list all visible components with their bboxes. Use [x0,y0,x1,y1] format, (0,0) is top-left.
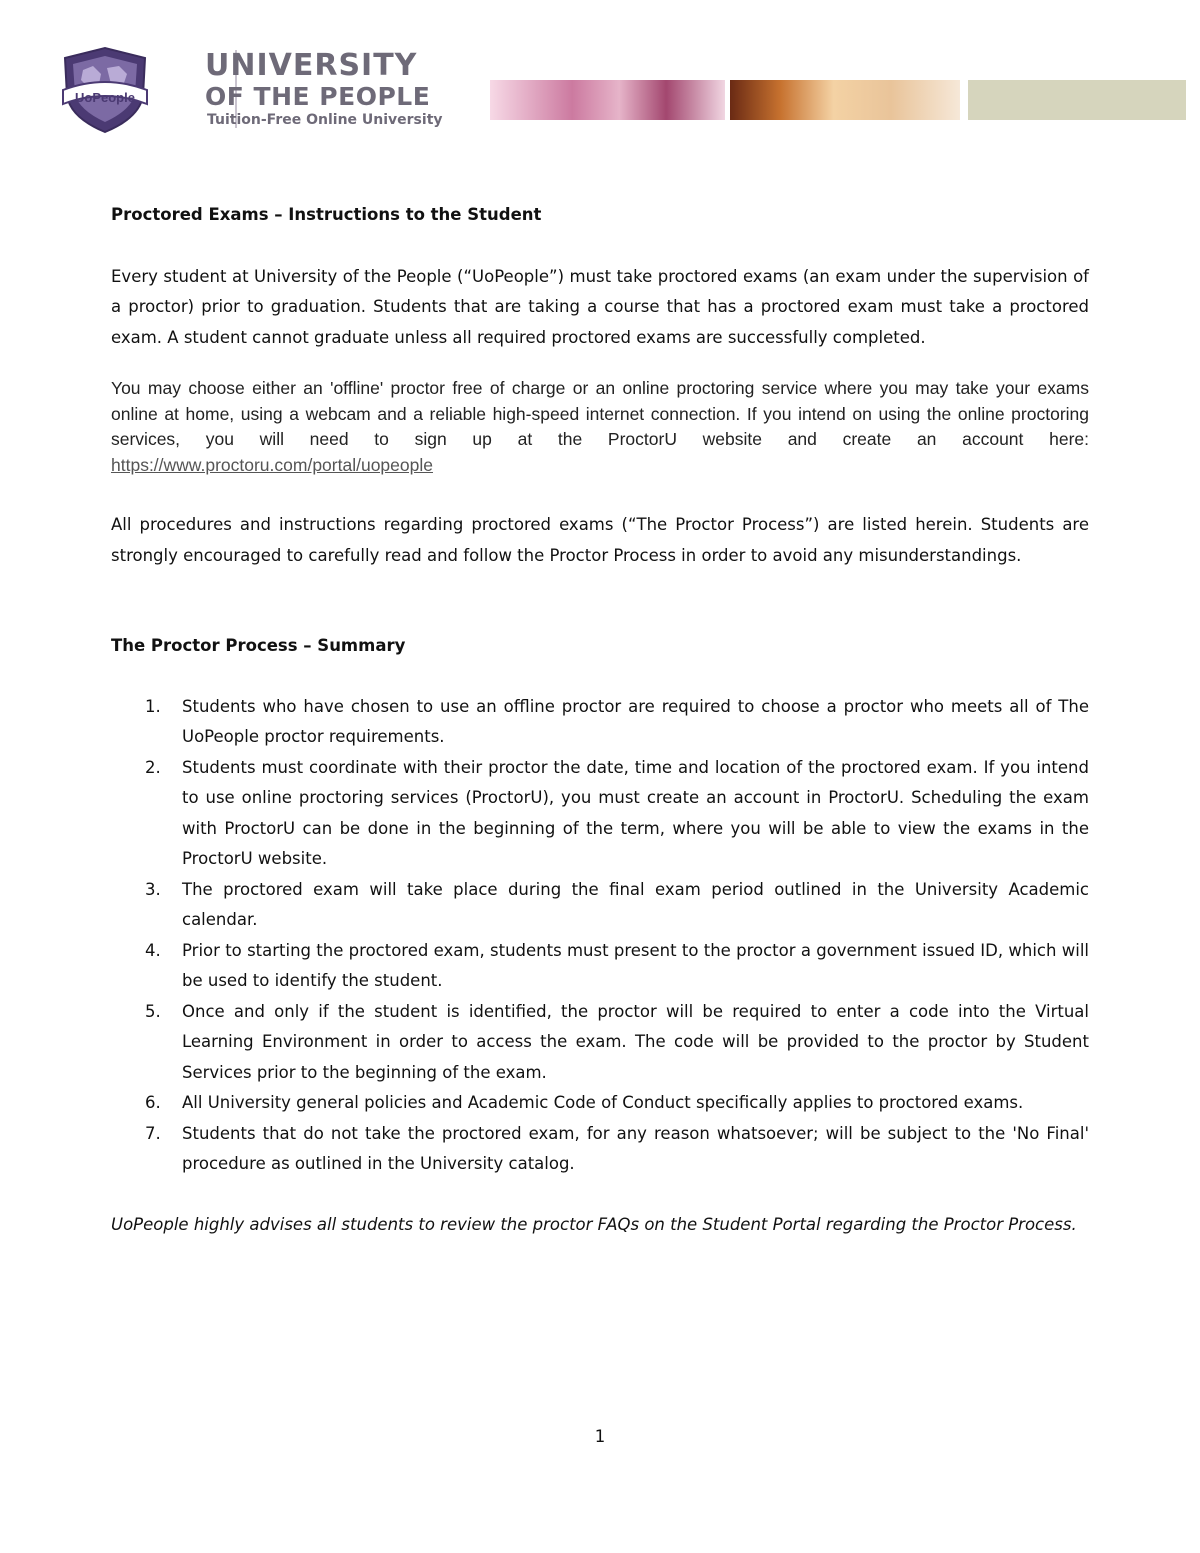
list-item [111,1119,1089,1180]
uopeople-shield-logo [55,44,155,134]
step-text: Students that do not take the proctored exam, for any reason whatsoever; will be subject to the 'No Final' procedure as outlined in the University catalog. [182,1123,1089,1173]
list-item [111,753,1089,875]
step-number: 1. [145,696,161,716]
logo-tagline: Tuition-Free Online University [207,112,443,128]
banner-pink-photo [490,80,725,120]
summary-heading: The Proctor Process – Summary [111,636,406,655]
list-item [111,875,1089,936]
step-number: 2. [145,757,161,777]
closing-note: UoPeople highly advises all students to review the proctor FAQs on the Student Portal regarding the Proctor Process. [111,1214,1077,1234]
step-text: All University general policies and Academic Code of Conduct specifically applies to proctored exams. [182,1093,1024,1112]
step-text: Students must coordinate with their proctor the date, time and location of the proctored exam. If you intend to use online proctoring services (ProctorU), you must create an account in ProctorU. Scheduling the exam with ProctorU can be done in the beginning of the term, where you will be able to view the exams in the ProctorU website. [182,757,1089,868]
step-text: Students who have chosen to use an offline proctor are required to choose a proctor who meets all of The UoPeople proctor requirements. [182,696,1089,746]
list-item [111,997,1089,1089]
step-number: 6. [145,1093,161,1112]
procedures-paragraph: All procedures and instructions regarding proctored exams (“The Proctor Process”) are listed herein. Students are strongly encouraged to carefully read and follow the Proctor Process in order to avoid any misunderstandings. [111,515,1089,565]
logo-line2: OF THE PEOPLE [205,82,431,111]
step-text: Once and only if the student is identified, the proctor will be required to enter a code into the Virtual Learning Environment in order to access the exam. The code will be provided to the proctor by Student Services prior to the beginning of the exam. [182,1001,1089,1082]
step-text: Prior to starting the proctored exam, students must present to the proctor a government issued ID, which will be used to identify the student. [182,940,1089,990]
list-item [111,1088,1089,1119]
intro-paragraph: Every student at University of the People (“UoPeople”) must take proctored exams (an exam under the supervision of a proctor) prior to graduation. Students that are taking a course that has a proctored exam must take a proctored exam. A student cannot graduate unless all required proctored exams are successfully completed. [111,266,1089,347]
step-number: 5. [145,1001,161,1021]
online-proctoring-text: You may choose either an 'offline' proctor free of charge or an online proctoring service where you may take your exams online at home, using a webcam and a reliable high-speed internet connection. If you intend on using the online proctoring services, you will need to sign up at the ProctorU website and create an account here: [111,378,1089,449]
document-title: Proctored Exams – Instructions to the Student [111,205,542,224]
step-number: 3. [145,879,161,899]
page-header [55,40,1145,135]
proctoru-link[interactable]: https://www.proctoru.com/portal/uopeople [111,454,433,475]
list-item [111,692,1089,753]
step-number: 7. [145,1123,161,1143]
list-item [111,936,1089,997]
banner-warm-photo [730,80,960,120]
logo-line1: UNIVERSITY [205,48,418,83]
banner-olive-block [968,80,1186,120]
online-proctoring-paragraph [111,376,1089,478]
svg-text:UoPeople: UoPeople [75,90,135,105]
step-number: 4. [145,940,161,960]
step-text: The proctored exam will take place during the final exam period outlined in the University Academic calendar. [182,879,1089,929]
page-number: 1 [594,1427,606,1446]
document-body [111,200,1089,1240]
proctor-process-steps [111,692,1089,1180]
